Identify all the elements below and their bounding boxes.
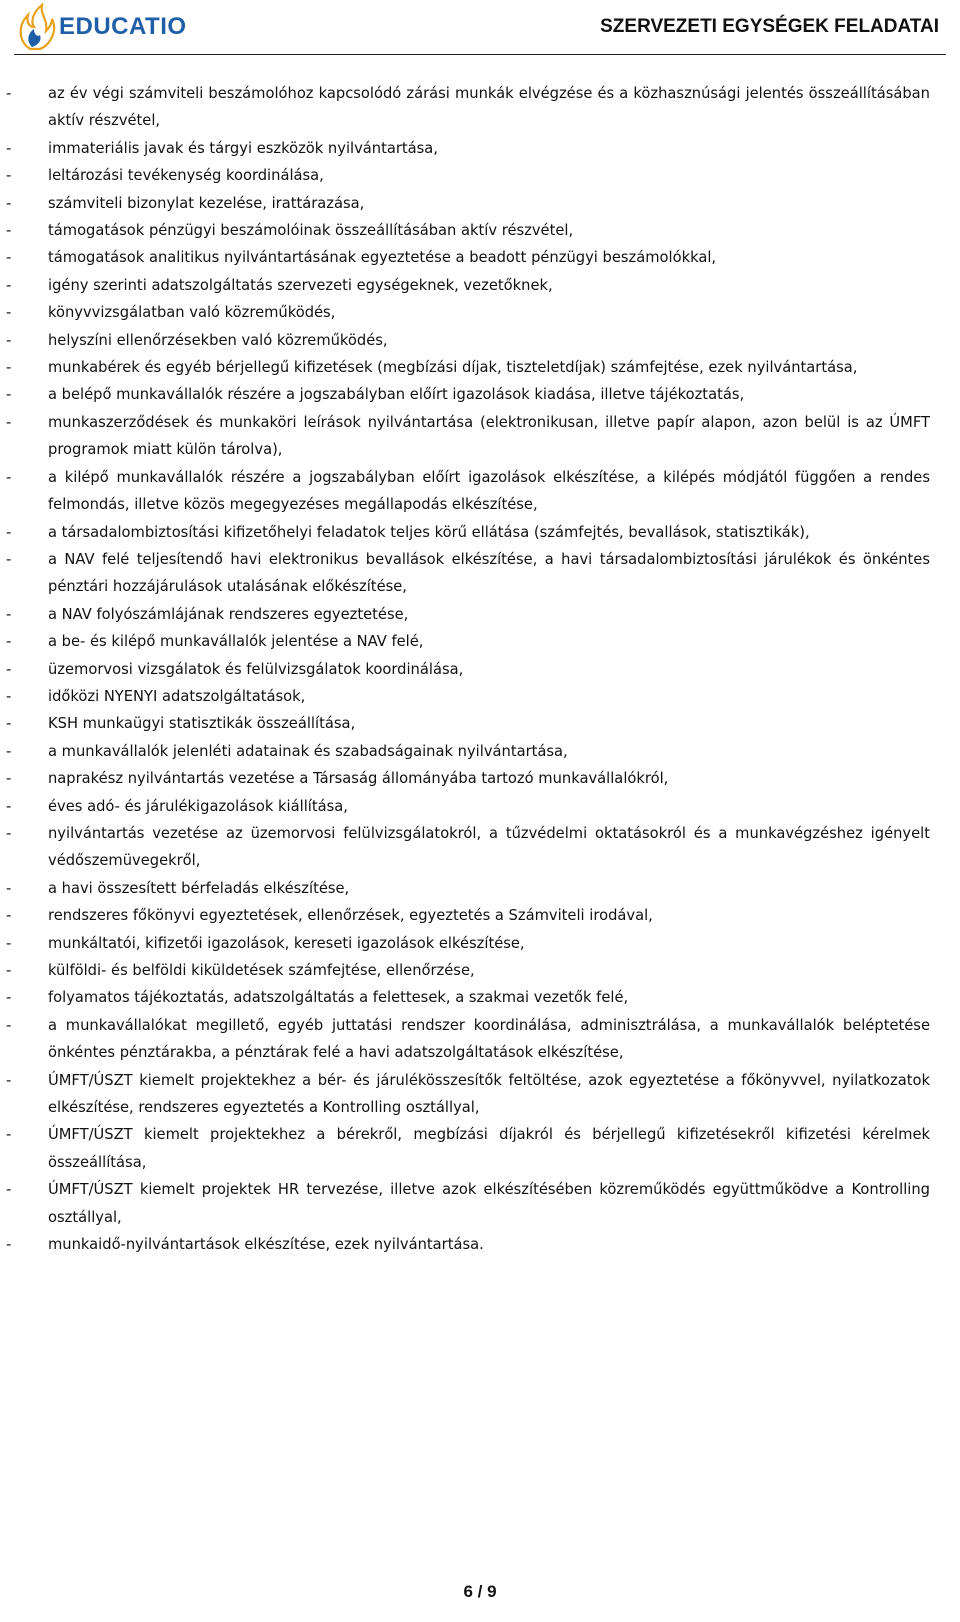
list-item xyxy=(0,793,930,820)
list-item xyxy=(0,190,930,217)
list-item xyxy=(0,1231,930,1258)
list-item-text: a munkavállalók jelenléti adatainak és szabadságainak nyilvántartása, xyxy=(48,742,568,760)
list-bullet: - xyxy=(6,824,12,842)
list-item xyxy=(0,217,930,244)
list-item-text: könyvvizsgálatban való közreműködés, xyxy=(48,304,336,322)
list-bullet: - xyxy=(6,139,12,157)
list-item-text: igény szerinti adatszolgáltatás szervezeti egységeknek, vezetőknek, xyxy=(48,276,553,294)
document-title: SZERVEZETI EGYSÉGEK FELADATAI xyxy=(600,16,939,37)
list-item xyxy=(0,656,930,683)
list-item xyxy=(0,162,930,189)
list-item xyxy=(0,1121,930,1176)
list-item-text: külföldi- és belföldi kiküldetések számfejtése, ellenőrzése, xyxy=(48,962,475,979)
list-item-text: rendszeres főkönyvi egyeztetések, ellenőrzések, egyeztetés a Számviteli irodával, xyxy=(48,907,653,925)
list-item xyxy=(0,546,930,601)
list-item xyxy=(0,135,930,162)
list-bullet: - xyxy=(6,331,12,349)
list-item-text: a munkavállalókat megillető, egyéb juttatási rendszer koordinálása, adminisztrálása, a munkavállalók beléptetése önkéntes pénztárakba, a pénztárak felé a havi adatszolgáltatások elkészítése, xyxy=(48,1016,930,1062)
list-item xyxy=(0,464,930,519)
list-bullet: - xyxy=(6,276,12,294)
list-item-text: helyszíni ellenőrzésekben való közreműködés, xyxy=(48,331,388,349)
list-bullet: - xyxy=(6,879,12,897)
list-item-text: a NAV folyószámlájának rendszeres egyeztetése, xyxy=(48,605,409,623)
list-item-text: munkabérek és egyéb bérjellegű kifizetések (megbízási díjak, tiszteletdíjak) számfejtése, ezek nyilvántartása, xyxy=(48,359,858,377)
list-bullet: - xyxy=(6,605,12,623)
list-item xyxy=(0,354,930,381)
list-item-text: a belépő munkavállalók részére a jogszabályban előírt igazolások kiadása, illetve tájékoztatás, xyxy=(48,386,745,404)
list-item xyxy=(0,683,930,710)
list-item-text: éves adó- és járulékigazolások kiállítása, xyxy=(48,797,348,815)
list-item xyxy=(0,984,930,1011)
list-bullet: - xyxy=(6,1126,12,1144)
list-bullet: - xyxy=(6,633,12,651)
list-item-text: a be- és kilépő munkavállalók jelentése a NAV felé, xyxy=(48,633,424,651)
list-bullet: - xyxy=(6,167,12,185)
list-item-text: a NAV felé teljesítendő havi elektronikus bevallások elkészítése, a havi társadalombiztosítási járulékok és önkéntes pénztári hozzájárulások utalásának előkészítése, xyxy=(48,550,930,596)
list-item-text: naprakész nyilvántartás vezetése a Társaság állományába tartozó munkavállalókról, xyxy=(48,770,669,788)
list-item xyxy=(0,628,930,655)
list-bullet: - xyxy=(6,550,12,568)
list-bullet: - xyxy=(6,85,12,102)
list-item-text: a társadalombiztosítási kifizetőhelyi feladatok teljes körű ellátása (számfejtés, bevallások, statisztikák), xyxy=(48,523,810,541)
list-item xyxy=(0,765,930,792)
list-item-text: munkáltatói, kifizetői igazolások, kereseti igazolások elkészítése, xyxy=(48,934,525,952)
list-item xyxy=(0,381,930,408)
educatio-flame-logo-icon xyxy=(16,3,56,51)
list-item-text: az év végi számviteli beszámolóhoz kapcsolódó zárási munkák elvégzése és a közhasznúsági jelentés összeállításában aktív részvétel, xyxy=(48,85,930,130)
list-bullet: - xyxy=(6,222,12,240)
list-bullet: - xyxy=(6,962,12,979)
list-item-text: üzemorvosi vizsgálatok és felülvizsgálatok koordinálása, xyxy=(48,660,464,678)
list-item-text: ÚMFT/ÚSZT kiemelt projektekhez a bér- és járulékösszesítők feltöltése, azok egyeztetése a főkönyvvel, nyilatkozatok elkészítése, rendszeres egyeztetés a Kontrolling osztállyal, xyxy=(48,1071,930,1117)
list-bullet: - xyxy=(6,989,12,1007)
task-list xyxy=(0,80,960,1258)
list-item xyxy=(0,409,930,464)
list-item xyxy=(0,1067,930,1122)
list-item xyxy=(0,601,930,628)
list-item-text: munkaszerződések és munkaköri leírások nyilvántartása (elektronikusan, illetve papír alapon, azon belül is az ÚMFT programok miatt külön tárolva), xyxy=(48,413,930,459)
list-item-text: a kilépő munkavállalók részére a jogszabályban előírt igazolások elkészítése, a kilépés módjától függően a rendes felmondás, illetve közös megegyezéses megállapodás elkészítése, xyxy=(48,468,930,514)
educatio-logo xyxy=(16,3,187,51)
list-item xyxy=(0,930,930,957)
page-header xyxy=(14,0,946,55)
list-bullet: - xyxy=(6,194,12,212)
list-item xyxy=(0,820,930,875)
list-bullet: - xyxy=(6,413,12,431)
list-item-text: immateriális javak és tárgyi eszközök nyilvántartása, xyxy=(48,139,438,157)
list-bullet: - xyxy=(6,797,12,815)
list-item-text: leltározási tevékenység koordinálása, xyxy=(48,167,324,185)
list-item-text: időközi NYENYI adatszolgáltatások, xyxy=(48,687,306,705)
list-item-text: támogatások pénzügyi beszámolóinak összeállításában aktív részvétel, xyxy=(48,222,574,240)
list-bullet: - xyxy=(6,386,12,404)
list-item xyxy=(0,875,930,902)
list-item xyxy=(0,957,930,984)
list-bullet: - xyxy=(6,660,12,678)
list-item xyxy=(0,272,930,299)
list-bullet: - xyxy=(6,715,12,733)
list-item-text: számviteli bizonylat kezelése, irattárazása, xyxy=(48,194,365,212)
brand-name: EDUCATIO xyxy=(59,13,187,40)
list-item xyxy=(0,710,930,737)
list-bullet: - xyxy=(6,742,12,760)
list-item-text: nyilvántartás vezetése az üzemorvosi felülvizsgálatokról, a tűzvédelmi oktatásokról és a munkavégzéshez igényelt védőszemüvegekről, xyxy=(48,824,930,870)
list-item xyxy=(0,299,930,326)
list-item xyxy=(0,902,930,929)
list-item xyxy=(0,1012,930,1067)
list-item-text: ÚMFT/ÚSZT kiemelt projektekhez a bérekről, megbízási díjakról és bérjellegű kifizetésekről kifizetési kérelmek összeállítása, xyxy=(48,1126,930,1171)
list-bullet: - xyxy=(6,1016,12,1034)
list-item-text: a havi összesített bérfeladás elkészítése, xyxy=(48,879,350,897)
list-bullet: - xyxy=(6,687,12,705)
list-item-text: ÚMFT/ÚSZT kiemelt projektek HR tervezése, illetve azok elkészítésében közreműködés együttműködve a Kontrolling osztállyal, xyxy=(48,1181,930,1226)
page-number: 6 / 9 xyxy=(463,1582,497,1601)
list-bullet: - xyxy=(6,468,12,486)
list-item-text: munkaidő-nyilvántartások elkészítése, ezek nyilvántartása. xyxy=(48,1236,484,1254)
list-bullet: - xyxy=(6,907,12,925)
list-bullet: - xyxy=(6,249,12,267)
list-item xyxy=(0,80,930,135)
list-bullet: - xyxy=(6,934,12,952)
list-bullet: - xyxy=(6,1236,12,1254)
list-item xyxy=(0,244,930,271)
list-bullet: - xyxy=(6,1181,12,1199)
list-item xyxy=(0,327,930,354)
list-item xyxy=(0,519,930,546)
list-item xyxy=(0,738,930,765)
list-bullet: - xyxy=(6,523,12,541)
list-item-text: folyamatos tájékoztatás, adatszolgáltatás a felettesek, a szakmai vezetők felé, xyxy=(48,989,629,1007)
list-bullet: - xyxy=(6,1071,12,1089)
list-item xyxy=(0,1176,930,1231)
list-bullet: - xyxy=(6,359,12,377)
list-item-text: KSH munkaügyi statisztikák összeállítása, xyxy=(48,715,356,733)
list-item-text: támogatások analitikus nyilvántartásának egyeztetése a beadott pénzügyi beszámolókkal, xyxy=(48,249,717,267)
list-bullet: - xyxy=(6,304,12,322)
list-bullet: - xyxy=(6,770,12,788)
